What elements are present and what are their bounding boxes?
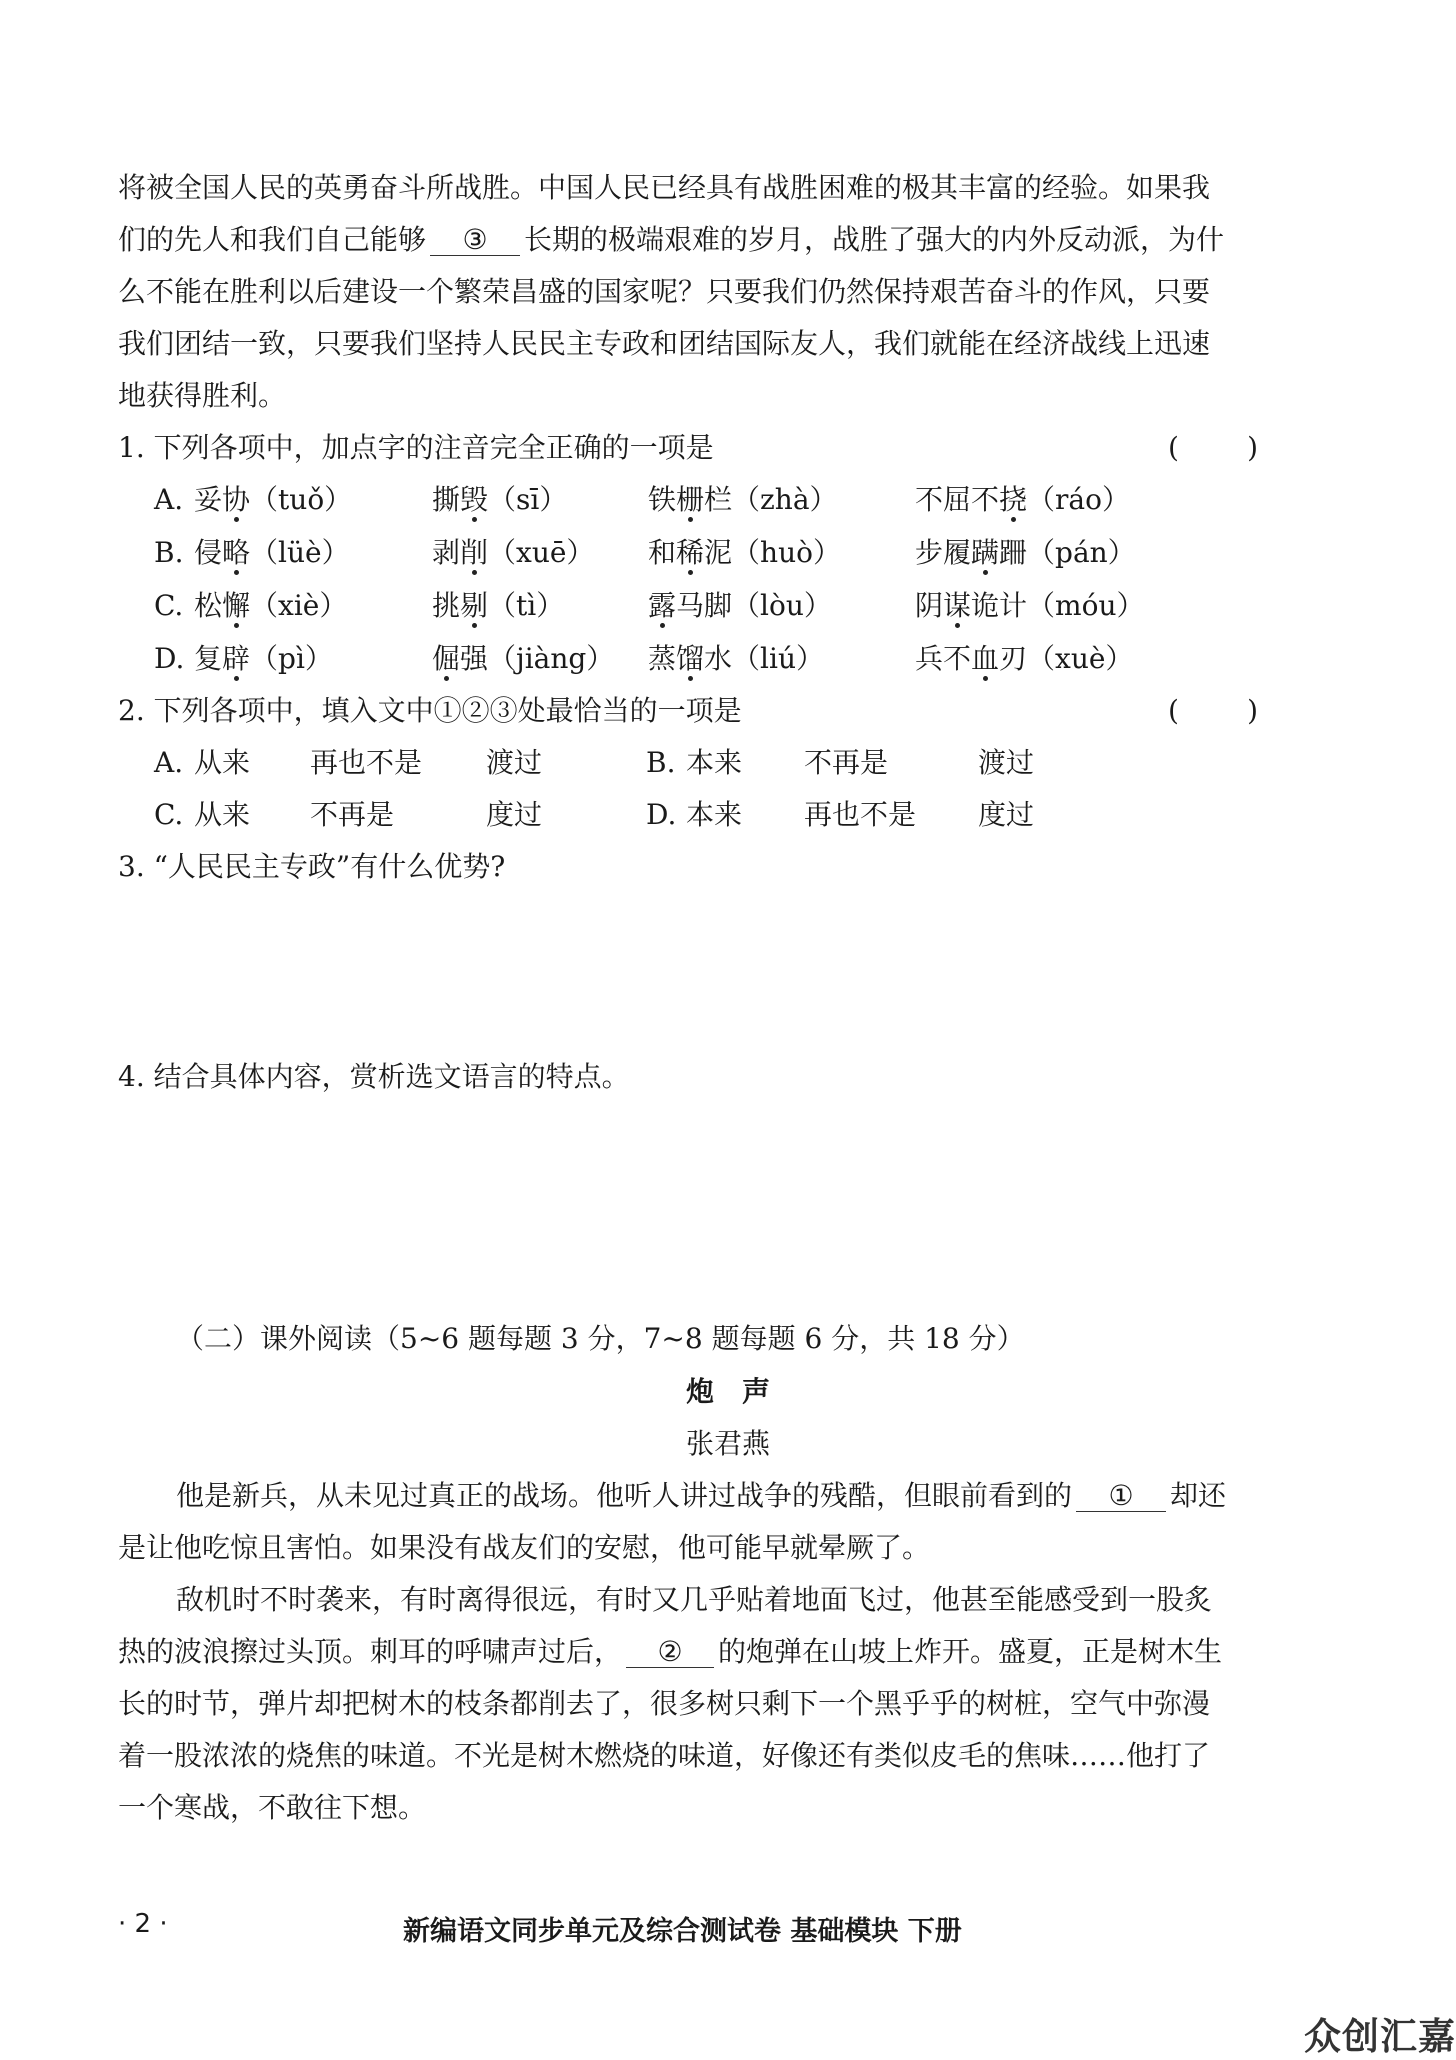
answer-paren-2: ( ) (1168, 694, 1258, 727)
q2-option-c-label: C. (154, 798, 184, 831)
q1-dotted-char: 剔 (460, 589, 489, 622)
q1-option-word (432, 535, 594, 571)
page-number: · 2 · (118, 1909, 168, 1939)
q1-option-label: C. (154, 589, 184, 622)
q1-option-word (648, 588, 832, 624)
passage2-p1-text: 他是新兵，从未见过真正的战场。他听人讲过战争的残酷，但眼前看到的 (176, 1479, 1073, 1512)
q1-word-prefix: 松 (194, 589, 223, 622)
q1-dotted-char: 削 (460, 536, 489, 569)
q1-word-suffix: 强（jiàng） (460, 642, 615, 675)
question-1-text: 1. 下列各项中，加点字的注音完全正确的一项是 (118, 431, 714, 464)
q1-word-suffix: （pì） (250, 642, 333, 675)
passage1-line-2-prefix: 们的先人和我们自己能够 (118, 223, 427, 256)
q1-word-suffix: （lüè） (250, 536, 350, 569)
answer-paren-1: ( ) (1168, 431, 1258, 464)
q1-option-label: B. (154, 536, 184, 569)
q1-word-suffix: 栏（zhà） (704, 483, 838, 516)
q2-option-c-1: 从来 (194, 798, 251, 831)
q1-option-word (648, 641, 824, 677)
q1-word-prefix: 步履 (915, 536, 972, 569)
q1-word-suffix: 泥（huò） (704, 536, 841, 569)
q1-option-word (915, 535, 1136, 571)
q1-word-suffix: （ráo） (1027, 483, 1130, 516)
passage2-p2-text: 热的波浪擦过头顶。刺耳的呼啸声过后， (118, 1635, 623, 1668)
question-2-stem (118, 693, 1258, 729)
q2-option-b-label: B. (646, 746, 676, 779)
q1-dotted-char: 毁 (460, 483, 489, 516)
blank-3: ③ (430, 225, 520, 256)
q1-dotted-char: 挠 (999, 483, 1028, 516)
passage2-p2-line-3: 长的时节，弹片却把树木的枝条都削去了，很多树只剩下一个黑乎乎的树桩，空气中弥漫 (118, 1687, 1211, 1720)
q1-word-prefix: 阴 (915, 589, 944, 622)
passage1-line-2-rest: 长期的极端艰难的岁月，战胜了强大的内外反动派，为什 (524, 223, 1225, 256)
q1-word-suffix: （xiè） (250, 589, 348, 622)
q1-word-prefix: 和 (648, 536, 677, 569)
passage2-p1-line-2: 是让他吃惊且害怕。如果没有战友们的安慰，他可能早就晕厥了。 (118, 1531, 931, 1564)
q1-word-suffix: 跚（pán） (999, 536, 1136, 569)
q1-option-word (194, 482, 352, 518)
q1-dotted-char: 栅 (676, 483, 705, 516)
q1-word-prefix: 复 (194, 642, 223, 675)
q1-word-suffix: 马脚（lòu） (676, 589, 832, 622)
watermark-logo: 众创汇嘉 (1304, 2015, 1456, 2058)
article-title: 炮声 (685, 1375, 798, 1408)
q1-word-suffix: （tuǒ） (250, 483, 353, 516)
passage1-line-5: 地获得胜利。 (118, 379, 287, 412)
q1-option-word (915, 641, 1133, 677)
q1-word-suffix: 刃（xuè） (999, 642, 1134, 675)
passage2-p1-line-1 (176, 1478, 1258, 1514)
passage1-line-3: 么不能在胜利以后建设一个繁荣昌盛的国家呢？只要我们仍然保持艰苦奋斗的作风，只要 (118, 275, 1211, 308)
q2-option-a-3: 渡过 (486, 746, 543, 779)
q1-word-prefix: 撕 (432, 483, 461, 516)
q1-option-label: D. (154, 642, 185, 675)
q1-dotted-char: 协 (222, 483, 251, 516)
q2-option-c-3: 度过 (486, 798, 543, 831)
q1-word-prefix: 侵 (194, 536, 223, 569)
passage2-p2-line-4: 着一股浓浓的烧焦的味道。不光是树木燃烧的味道，好像还有类似皮毛的焦味……他打了 (118, 1739, 1211, 1772)
question-2-text: 2. 下列各项中，填入文中①②③处最恰当的一项是 (118, 694, 742, 727)
q1-option-word (648, 482, 838, 518)
q2-option-a-1: 从来 (194, 746, 251, 779)
q1-option-label: A. (154, 483, 184, 516)
q1-word-suffix: （tì） (488, 589, 565, 622)
q1-word-prefix: 兵不 (915, 642, 972, 675)
q1-word-suffix: （sī） (488, 483, 568, 516)
q1-dotted-char: 懈 (222, 589, 251, 622)
q2-option-d-3: 度过 (978, 798, 1035, 831)
q1-dotted-char: 稀 (676, 536, 705, 569)
q1-option-word (648, 535, 841, 571)
q1-option-word (915, 482, 1130, 518)
q1-word-prefix: 蒸 (648, 642, 677, 675)
q2-option-b-1: 本来 (686, 746, 743, 779)
q1-option-word (915, 588, 1144, 624)
q1-word-prefix: 铁 (648, 483, 677, 516)
q2-option-b-3: 渡过 (978, 746, 1035, 779)
q1-option-word (432, 641, 614, 677)
q1-word-prefix: 不屈不 (915, 483, 1000, 516)
article-author: 张君燕 (685, 1427, 770, 1460)
passage1-line-4: 我们团结一致，只要我们坚持人民民主专政和团结国际友人，我们就能在经济战线上迅速 (118, 327, 1211, 360)
q2-option-d-2: 再也不是 (804, 798, 917, 831)
q2-option-a-label: A. (154, 746, 184, 779)
passage2-p1-tail: 却还 (1170, 1479, 1227, 1512)
blank-1: ① (1076, 1481, 1166, 1512)
passage1-line-1: 将被全国人民的英勇奋斗所战胜。中国人民已经具有战胜困难的极其丰富的经验。如果我 (118, 171, 1211, 204)
question-1-stem (118, 430, 1258, 466)
passage2-p2-tail: 的炮弹在山坡上炸开。盛夏，正是树木生 (718, 1635, 1223, 1668)
blank-2: ② (626, 1637, 714, 1668)
section-2-heading: （二）课外阅读（5~6 题每题 3 分，7~8 题每题 6 分，共 18 分） (176, 1322, 1025, 1355)
q1-option-word (194, 641, 333, 677)
q1-dotted-char: 馏 (676, 642, 705, 675)
q1-word-prefix: 剥 (432, 536, 461, 569)
passage2-p2-line-2 (118, 1634, 1258, 1670)
q2-option-d-1: 本来 (686, 798, 743, 831)
q1-option-word (432, 482, 567, 518)
q2-option-d-label: D. (646, 798, 677, 831)
q1-dotted-char: 谋 (943, 589, 972, 622)
q1-option-word (432, 588, 564, 624)
q2-option-a-2: 再也不是 (310, 746, 423, 779)
q1-dotted-char: 蹒 (971, 536, 1000, 569)
q2-option-c-2: 不再是 (310, 798, 395, 831)
q1-word-prefix: 挑 (432, 589, 461, 622)
q1-word-suffix: （xuē） (488, 536, 595, 569)
q1-dotted-char: 血 (971, 642, 1000, 675)
q1-word-suffix: 诡计（móu） (971, 589, 1145, 622)
q1-dotted-char: 略 (222, 536, 251, 569)
q1-dotted-char: 露 (648, 589, 677, 622)
q1-dotted-char: 辟 (222, 642, 251, 675)
q1-option-word (194, 588, 347, 624)
q1-word-suffix: 水（liú） (704, 642, 824, 675)
question-4-stem: 4. 结合具体内容，赏析选文语言的特点。 (118, 1060, 630, 1093)
passage1-line-2 (118, 222, 1258, 258)
question-3-stem: 3. “人民民主专政”有什么优势? (118, 850, 506, 883)
passage2-p2-line-5: 一个寒战，不敢往下想。 (118, 1791, 427, 1824)
q1-word-prefix: 妥 (194, 483, 223, 516)
passage2-p2-line-1: 敌机时不时袭来，有时离得很远，有时又几乎贴着地面飞过，他甚至能感受到一股炙 (176, 1583, 1213, 1616)
q1-dotted-char: 倔 (432, 642, 461, 675)
footer-book-title: 新编语文同步单元及综合测试卷 基础模块 下册 (403, 1916, 962, 1947)
q2-option-b-2: 不再是 (804, 746, 889, 779)
q1-option-word (194, 535, 350, 571)
